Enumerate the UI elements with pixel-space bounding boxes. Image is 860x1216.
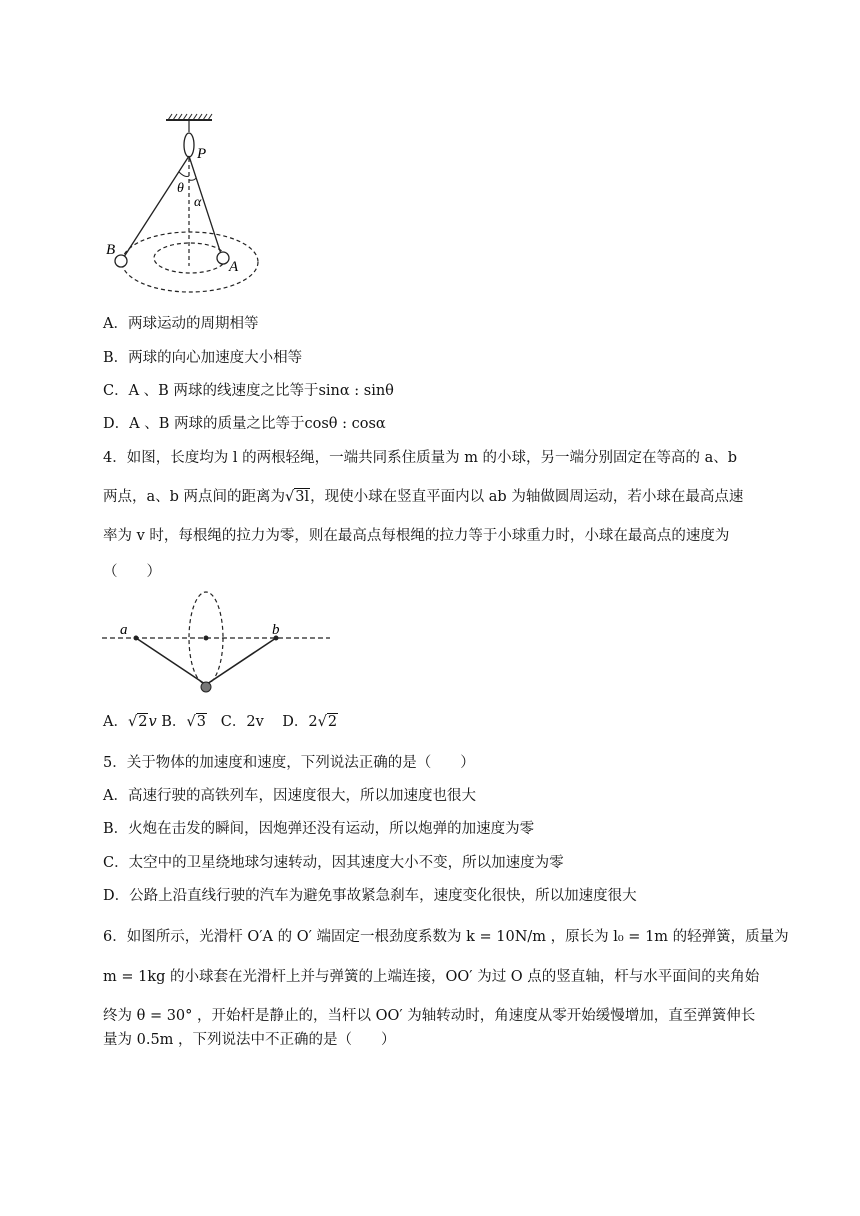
label-p: P <box>197 146 207 162</box>
q4-line-4: （ ） <box>103 564 161 580</box>
q6-line-1: 6．如图所示，光滑杆 O′A 的 O′ 端固定一根劲度系数为 k = 10N/m ，原长为 l₀ = 1m 的轻弹簧，质量为 <box>103 929 789 945</box>
q5-stem: 5．关于物体的加速度和速度，下列说法正确的是（ ） <box>103 755 475 771</box>
q4-option-c: C．2v <box>220 714 264 730</box>
q4-option-b-prefix: B． <box>161 714 187 730</box>
q3-option-c: C．A 、B 两球的线速度之比等于sinα : sinθ <box>103 383 394 399</box>
q4-line-2 <box>103 487 743 507</box>
q3-option-b: B．两球的向心加速度大小相等 <box>103 350 303 366</box>
q4-option-d-prefix: D．2 <box>282 714 318 730</box>
q4-line-3: 率为 v 时，每根绳的拉力为零，则在最高点每根绳的拉力等于小球重力时，小球在最高点的速度为 <box>103 528 730 544</box>
q4-option-d-sqrt: √2 <box>317 714 338 730</box>
conical-pendulum-figure <box>100 108 270 298</box>
q4-option-a-suffix: v <box>148 714 157 730</box>
label-a: A <box>229 259 239 275</box>
q3-option-d: D．A 、B 两球的质量之比等于cosθ : cosα <box>103 416 386 432</box>
q4-line-1: 4．如图，长度均为 l 的两根轻绳，一端共同系住质量为 m 的小球，另一端分别固定在等高的 a、b <box>103 450 738 466</box>
q4-option-a-sqrt: √2 <box>127 714 148 730</box>
q4-option-b-sqrt: √3 <box>186 714 206 730</box>
q3-option-a: A．两球运动的周期相等 <box>103 316 259 332</box>
q6-line-2: m = 1kg 的小球套在光滑杆上并与弹簧的上端连接，OO′ 为过 O 点的竖直轴，杆与水平面间的夹角始 <box>103 969 760 985</box>
label-theta: θ <box>177 181 184 196</box>
q6-line-4: 量为 0.5m ，下列说法中不正确的是（ ） <box>103 1032 396 1048</box>
q4-line-2b: ，现使小球在竖直平面内以 ab 为轴做圆周运动，若小球在最高点速 <box>310 489 744 505</box>
q6-line-3: 终为 θ = 30° ，开始杆是静止的，当杆以 OO′ 为轴转动时，角速度从零开始缓慢增加，直至弹簧伸长 <box>103 1008 756 1024</box>
label-b-point: b <box>272 622 280 638</box>
q5-option-a: A．高速行驶的高铁列车，因速度很大，所以加速度也很大 <box>103 788 476 804</box>
q4-line-2a: 两点，a、b 两点间的距离为 <box>103 489 286 505</box>
q5-option-b: B．火炮在击发的瞬间，因炮弹还没有运动，所以炮弹的加速度为零 <box>103 821 535 837</box>
q4-options <box>103 712 338 732</box>
q4-option-a-prefix: A． <box>103 714 128 730</box>
label-alpha: α <box>194 195 202 210</box>
label-a-point: a <box>120 622 128 638</box>
label-b: B <box>106 242 116 258</box>
sqrt-3l: √3l <box>285 489 310 505</box>
q5-option-c: C．太空中的卫星绕地球匀速转动，因其速度大小不变，所以加速度为零 <box>103 855 564 871</box>
two-string-ball-figure <box>100 588 340 698</box>
q5-option-d: D．公路上沿直线行驶的汽车为避免事故紧急刹车，速度变化很快，所以加速度很大 <box>103 888 637 904</box>
